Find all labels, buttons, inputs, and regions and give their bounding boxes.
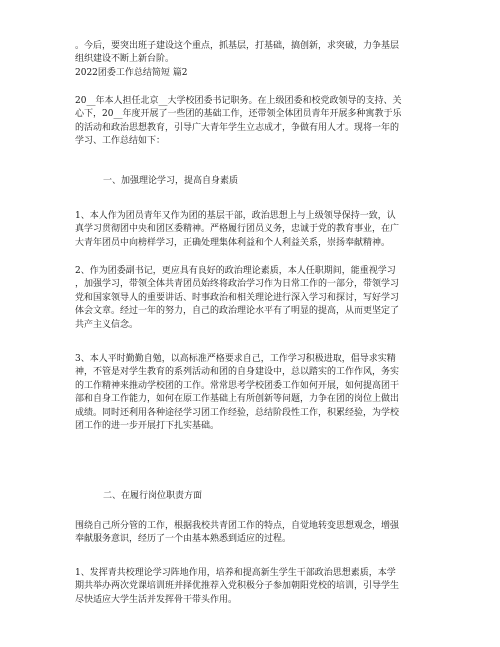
text-line: 期共举办两次党课培训班并择优推荐入党积极分子参加朝阳党校的培训，引导学生 [75, 581, 400, 592]
text-line: 成绩。同时还利用各种途径学习团工作经验，总结阶段性工作，积累经验，为学校 [75, 407, 400, 418]
paragraph-5 [75, 520, 435, 547]
paragraph-3 [75, 265, 435, 332]
text-line: 围绕自己所分管的工作，根据我校共青团工作的特点，自觉地转变思想观念，增强 [75, 521, 400, 531]
text-line: 共产主义信念。 [75, 319, 139, 330]
intro-block [75, 40, 435, 80]
text-line: 20__年本人担任北京__大学校团委书记职务。在上级团委和校党政领导的支持、关 [75, 96, 402, 106]
text-line: 组织建设不断上新台阶。 [75, 54, 175, 65]
text-line: 神，不管是对学生教育的系列活动和团的自身建设中，总以踏实的工作作风，务实 [75, 367, 400, 378]
section-title: 2022团委工作总结简短 篇2 [75, 67, 188, 78]
text-line: 党和国家领导人的重要讲话、时事政治和相关理论进行深入学习和探讨，写好学习 [75, 292, 400, 303]
text-line: 体会文章。经过一年的努力，自己的政治理论水平有了明显的提高，从而更坚定了 [75, 306, 400, 317]
text-line: 3、本人平时勤勤自勉，以高标准严格要求自己，工作学习积极进取，倡导求实精 [75, 354, 396, 364]
text-line: 心下，20__年度开展了一些团的基础工作，还带领全体团员青年开展多种寓教于乐 [75, 109, 402, 120]
text-line: 部和自身工作能力，如何在原工作基础上有所创新等问题，力争在团的岗位上做出 [75, 394, 400, 405]
text-line: 1、本人作为团员青年又作为团的基层干部，政治思想上与上级领导保持一致，认 [75, 211, 396, 221]
text-line: 1、发挥青共校理论学习阵地作用，培养和提高新生学生干部政治思想素质，本学 [75, 568, 396, 578]
paragraph-1 [75, 95, 435, 149]
text-line: 真学习贯彻团中央和团区委精神。严格履行团员义务，忠诚于党的教育事业，在广 [75, 224, 400, 235]
paragraph-4 [75, 353, 435, 433]
heading-2: 二、在履行岗位职责方面 [103, 491, 203, 501]
text-line: 2、作为团委副书记，更应具有良好的政治理论素质，本人任职期间，能重视学习 [75, 266, 396, 276]
text-line: 学习、工作总结如下： [75, 136, 166, 147]
text-line: ，加强学习，带领全体共青团员始终将政治学习作为日常工作的一部分，带领学习 [75, 279, 400, 290]
text-line: 尽快适应大学生活并发挥骨干带头作用。 [75, 594, 238, 605]
text-line: 团工作的进一步开展打下扎实基础。 [75, 421, 220, 432]
text-line: 的工作精神来推动学校团的工作。常常思考学校团委工作如何开展，如何提高团干 [75, 380, 400, 391]
paragraph-2 [75, 210, 435, 250]
text-line: 。今后，要突出班子建设这个重点，抓基层，打基础，搞创新，求突破，力争基层 [75, 41, 400, 51]
heading-1: 一、加强理论学习，提高自身素质 [103, 176, 239, 186]
text-line: 奉献服务意识，经历了一个由基本熟悉到适应的过程。 [75, 534, 292, 545]
paragraph-6 [75, 567, 435, 607]
text-line: 大青年团员中向榜样学习，正确处理集体利益和个人利益关系，崇扬奉献精神。 [75, 237, 391, 248]
text-line: 的活动和政治思想教育，引导广大青年学生立志成才，争做有用人才。现将一年的 [75, 122, 400, 133]
